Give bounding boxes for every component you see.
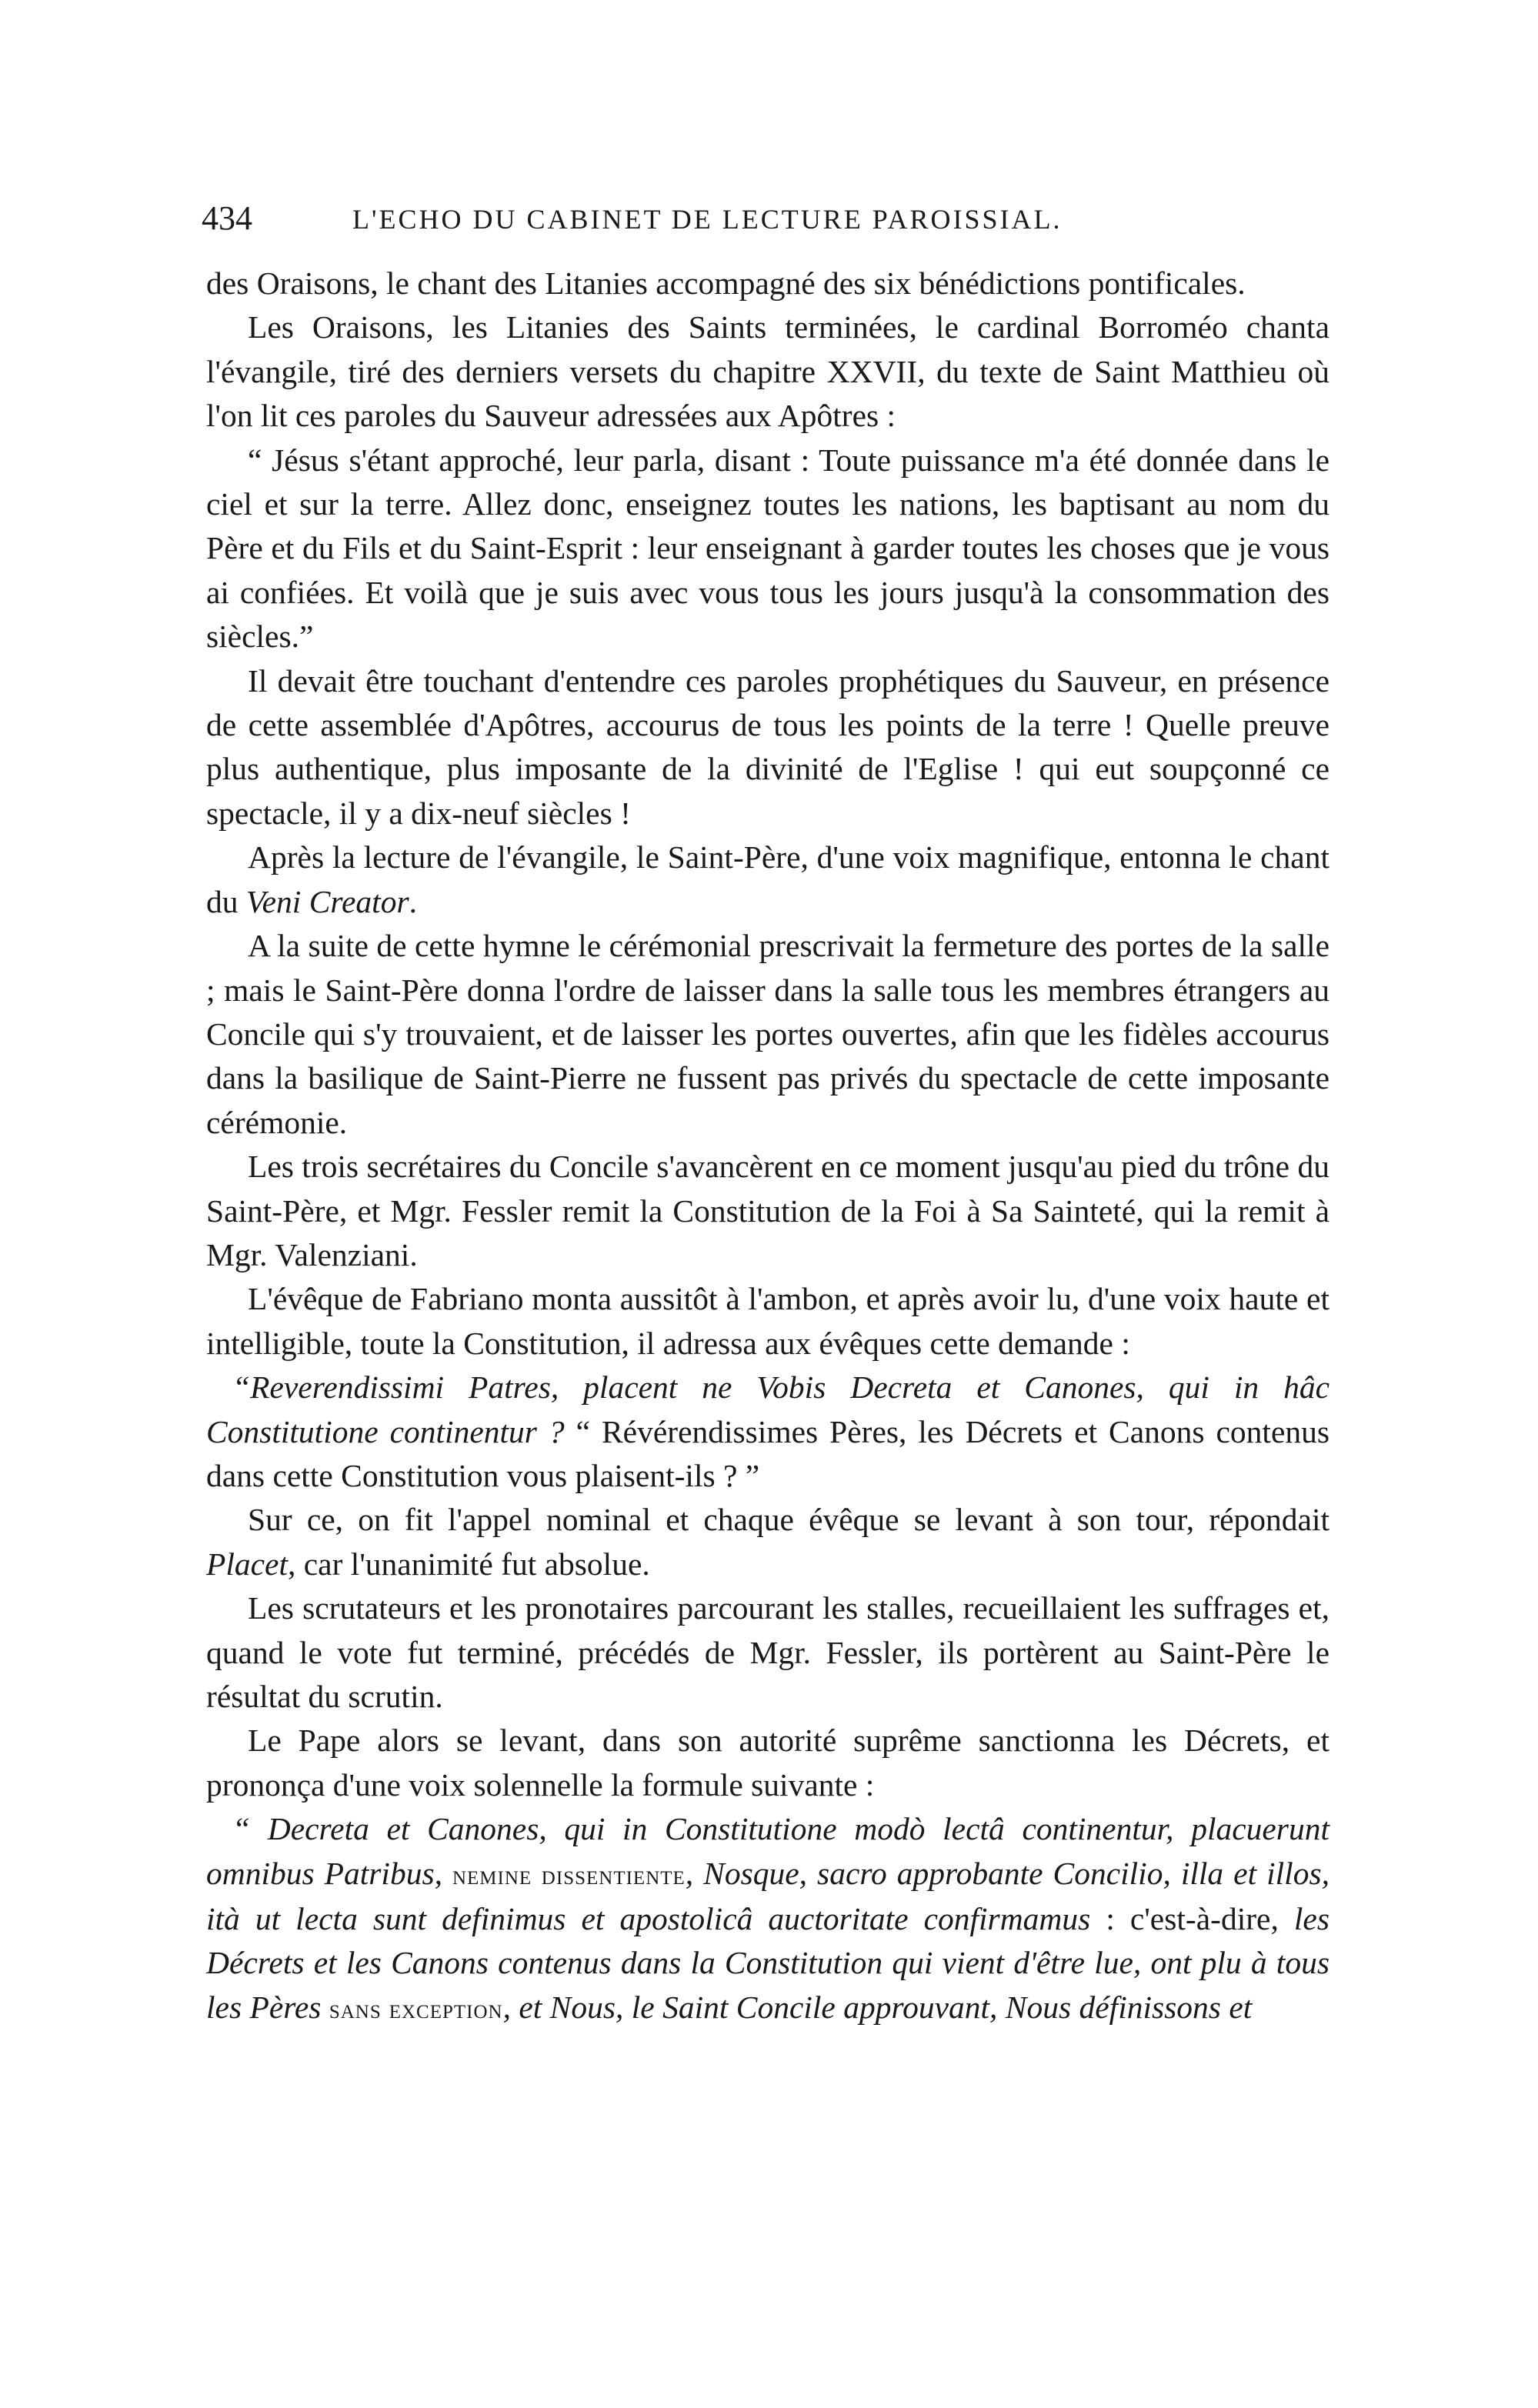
french-translation: “ Révérendissimes Pères, les Décrets et Canons contenus dans cette Constitution vous plaisent-ils ? ”	[206, 1413, 1330, 1493]
paragraph-10	[206, 1498, 1329, 1586]
paragraph-8: L'évêque de Fabriano monta aussitôt à l'ambon, et après avoir lu, d'une voix haute et intelligible, toute la Constitution, il adressa aux évêques cette demande :	[206, 1281, 1329, 1361]
paragraph-12: Le Pape alors se levant, dans son autorité suprême sanctionna les Décrets, et prononça d'une voix solennelle la formule suivante :	[206, 1723, 1329, 1803]
formula-french-2: , et Nous, le Saint Concile approuvant, Nous définissons et	[502, 1989, 1253, 2025]
paragraph-1: des Oraisons, le chant des Litanies accompagné des six bénédictions pontificales.	[206, 265, 1246, 301]
paragraph-5	[206, 835, 1329, 924]
formula-latin-1: “ Decreta et Canones, qui in Constitutione modò lectâ continentur, placuerunt omnibus Patribus,	[206, 1811, 1329, 1891]
paragraph-9-latin-question	[206, 1366, 1329, 1498]
latin-question: “Reverendissimi Patres, placent ne Vobis Decreta et Canones, qui in hâc Constitutione continentur ?	[206, 1369, 1329, 1449]
paragraph-7: Les trois secrétaires du Concile s'avancèrent en ce moment jusqu'au pied du trône du Saint-Père, et Mgr. Fessler remit la Constitution de la Foi à Sa Sainteté, qui la remit à Mgr. Valenziani.	[206, 1149, 1329, 1272]
formula-latin-2: , Nosque, sacro approbante Concilio, illa et illos, ità ut lecta sunt definimus et apostolicâ auctoritate confirmamus	[206, 1855, 1329, 1937]
paragraph-6: A la suite de cette hymne le cérémonial prescrivait la fermeture des portes de la salle ; mais le Saint-Père donna l'ordre de laisser dans la salle tous les membres étrangers au Concile qui s'y trouvaient, et de laisser les portes ouvertes, afin que les fidèles accourus dans la basilique de Saint-Pierre ne fussent pas privés du spectacle de cette imposante cérémonie.	[206, 928, 1329, 1140]
veni-creator-title: Veni Creator	[245, 883, 409, 919]
paragraph-5-text: Après la lecture de l'évangile, le Saint-Père, d'une voix magnifique, entonna le chant du	[206, 839, 1329, 919]
paragraph-4: Il devait être touchant d'entendre ces paroles prophétiques du Sauveur, en présence de cette assemblée d'Apôtres, accourus de tous les points de la terre ! Quelle preuve plus authentique, plus imposante de la divinité de l'Eglise ! qui eut soupçonné ce spectacle, il y a dix-neuf siècles !	[206, 662, 1329, 831]
nemine-dissentiente: nemine dissentiente	[452, 1859, 686, 1890]
page-header	[202, 198, 1333, 245]
paragraph-5-end: .	[409, 883, 417, 919]
body-text	[206, 262, 1329, 2031]
page-number: 434	[202, 199, 252, 237]
placet-word: Placet	[206, 1546, 288, 1582]
running-title: L'ECHO DU CABINET DE LECTURE PAROISSIAL.	[352, 204, 1063, 235]
paragraph-11: Les scrutateurs et les pronotaires parcourant les stalles, recueillaient les suffrages et, quand le vote fut terminé, précédés de Mgr. Fessler, ils portèrent au Saint-Père le résultat du scrutin.	[206, 1590, 1329, 1714]
sans-exception: sans exception	[329, 1993, 503, 2024]
paragraph-13-latin-formula	[206, 1807, 1329, 2031]
formula-french-1: les Décrets et les Canons contenus dans la Constitution qui vient d'être lue, ont plu à tous les Pères	[206, 1901, 1329, 2025]
paragraph-10-text: Sur ce, on fit l'appel nominal et chaque évêque se levant à son tour, répondait	[248, 1502, 1329, 1538]
paragraph-2: Les Oraisons, les Litanies des Saints terminées, le cardinal Borroméo chanta l'évangile, tiré des derniers versets du chapitre XXVII, du texte de Saint Matthieu où l'on lit ces paroles du Sauveur adressées aux Apôtres :	[206, 309, 1329, 434]
formula-connector: : c'est-à-dire,	[1090, 1901, 1294, 1937]
paragraph-3-gospel-quote: “ Jésus s'étant approché, leur parla, disant : Toute puissance m'a été donnée dans le ciel et sur la terre. Allez donc, enseignez toutes les nations, les baptisant au nom du Père et du Fils et du Saint-Esprit : leur enseignant à garder toutes les choses que je vous ai confiées. Et voilà que je suis avec vous tous les jours jusqu'à la consommation des siècles.”	[206, 442, 1329, 655]
paragraph-10-end: , car l'unanimité fut absolue.	[288, 1546, 650, 1582]
